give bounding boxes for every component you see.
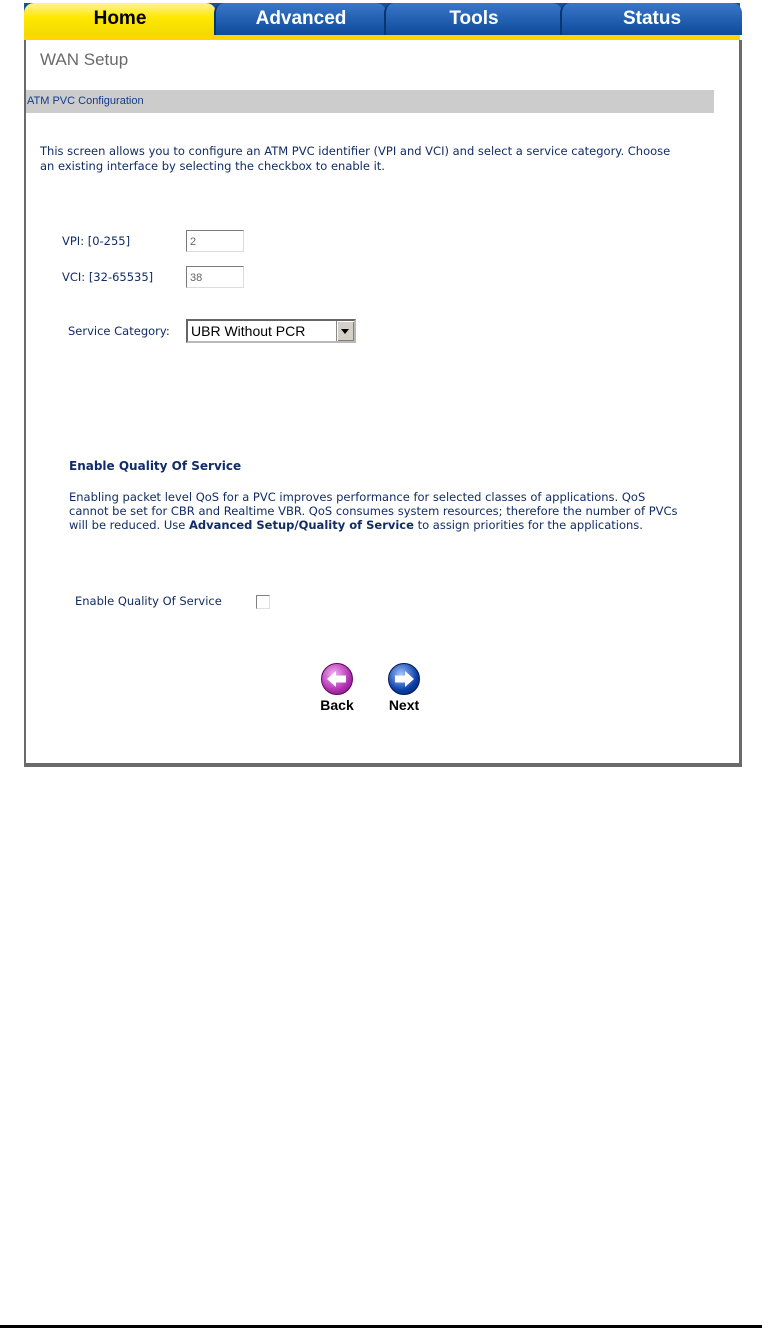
service-category-value: UBR Without PCR — [191, 323, 306, 339]
qos-description — [69, 490, 679, 532]
vci-input[interactable]: 38 — [186, 266, 244, 288]
service-category-select[interactable] — [186, 319, 356, 343]
section-title: ATM PVC Configuration — [27, 95, 144, 107]
intro-text: This screen allows you to configure an ATM PVC identifier (VPI and VCI) and select a service category. Choose an existing interface by selecting the checkbox to enable it. — [40, 144, 671, 173]
page-title: WAN Setup — [40, 50, 129, 69]
qos-advanced-link: Advanced Setup/Quality of Service — [188, 518, 414, 532]
service-category-label: Service Category: — [68, 324, 170, 338]
qos-checkbox[interactable] — [256, 595, 270, 609]
qos-text-part1: Enabling packet level QoS for a PVC improves performance for selected classes of applications. QoS cannot be set for CBR and Realtime VBR. QoS consumes system resources; therefore the number of PVCs will be reduced. Use — [69, 490, 678, 532]
vci-label: VCI: [32-65535] — [62, 270, 154, 284]
qos-heading: Enable Quality Of Service — [69, 459, 242, 473]
back-button[interactable] — [315, 663, 359, 719]
qos-text-part2: to assign priorities for the applications. — [413, 518, 643, 532]
top-nav-bar — [24, 3, 740, 35]
arrow-left-icon — [321, 663, 353, 695]
vpi-label: VPI: [0-255] — [62, 234, 131, 248]
tab-status[interactable]: Status — [560, 3, 742, 35]
tab-home[interactable]: Home — [24, 3, 216, 35]
vpi-input[interactable]: 2 — [186, 230, 244, 252]
qos-checkbox-label: Enable Quality Of Service — [75, 594, 222, 608]
arrow-right-icon — [388, 663, 420, 695]
tab-advanced[interactable]: Advanced — [214, 3, 386, 35]
tab-tools[interactable]: Tools — [384, 3, 562, 35]
next-button[interactable] — [382, 663, 426, 719]
page-bottom-rule — [0, 1325, 762, 1328]
back-label: Back — [320, 697, 354, 713]
next-label: Next — [388, 697, 420, 713]
chevron-down-icon[interactable] — [336, 321, 354, 341]
